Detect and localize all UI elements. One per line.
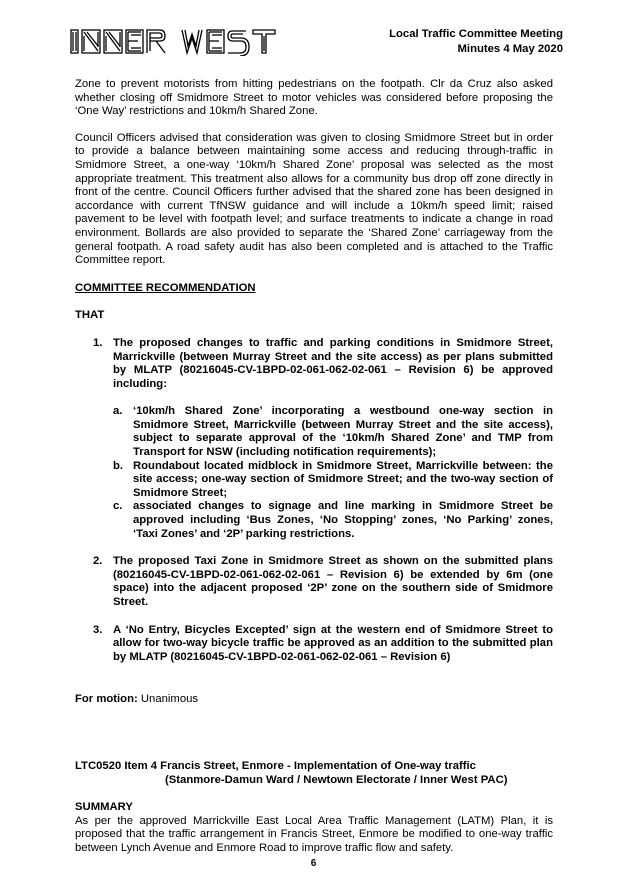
- recommendation-list: [75, 337, 553, 664]
- page-number: 6: [310, 858, 317, 869]
- recommendation-text: A ‘No Entry, Bicycles Excepted’ sign at the western end of Smidmore Street to allow for two-way bicycle traffic be approved as an addition to the submitted plan by MLATP (80216045-CV-1BPD-02-061-062-02-061 – Revision 6): [113, 623, 553, 663]
- subitem-letter: c.: [113, 500, 123, 513]
- agenda-item-title-line1: LTC0520 Item 4 Francis Street, Enmore - Implementation of One-way traffic: [75, 759, 476, 772]
- meeting-title: Local Traffic Committee Meeting: [389, 28, 563, 40]
- recommendation-number: 1.: [93, 336, 103, 349]
- summary-heading: SUMMARY: [75, 801, 133, 814]
- subitem-letter: a.: [113, 405, 123, 418]
- recommendation-subitem: [113, 500, 553, 541]
- paragraph: Council Officers advised that consideration was given to closing Smidmore Street but in order to provide a balance between maintaining some access and reducing through-traffic in Smidmore Street, a one-way ‘10km/h Shared Zone’ proposal was selected as the most appropriate treatment. This treatment also allows for a community bus drop off zone directly in front of the centre. Council Officers further advised that the shared zone has been designed in accordance with current TfNSW guidance and will include a 10km/h speed limit; raised pavement to be level with footpath level; and surface treatments to indicate a change in road environment. Bollards are also provided to separate the ‘Shared Zone’ carriageway from the general footpath. A road safety audit has also been completed and is attached to the Traffic Committee report.: [75, 131, 553, 267]
- committee-recommendation-heading: COMMITTEE RECOMMENDATION: [75, 281, 256, 294]
- recommendation-item: [75, 555, 553, 609]
- motion-value: Unanimous: [137, 693, 199, 706]
- motion-label: For motion:: [75, 693, 138, 706]
- recommendation-text: The proposed changes to traffic and parking conditions in Smidmore Street, Marrickville (between Murray Street and the site access) as per plans submitted by MLATP (80216045-CV-1BPD-02-061-062-02-061 – Revision 6) be approved including:: [113, 336, 553, 390]
- recommendation-number: 3.: [93, 623, 103, 636]
- recommendation-subitem: [113, 460, 553, 501]
- recommendation-number: 2.: [93, 555, 103, 568]
- recommendation-item: [75, 337, 553, 541]
- recommendation-subitem: [113, 405, 553, 459]
- inner-west-logo: [70, 26, 278, 56]
- subitem-text: ‘10km/h Shared Zone’ incorporating a westbound one-way section in Smidmore Street, Marrickville (between Murray Street and the site access), subject to separate approval of the ‘10km/h Shared Zone’ and TMP from Transport for NSW (including notification requirements);: [133, 405, 553, 459]
- subitem-letter: b.: [113, 459, 124, 472]
- agenda-item-title-line2: (Stanmore-Damun Ward / Newtown Electorate / Inner West PAC): [165, 773, 508, 786]
- paragraph: Zone to prevent motorists from hitting pedestrians on the footpath. Clr da Cruz also asked whether closing off Smidmore Street to motor vehicles was considered before proposing the ‘One Way’ restrictions and 10km/h Shared Zone.: [75, 78, 553, 118]
- agenda-item-title: [75, 760, 553, 787]
- recommendation-sublist: [113, 405, 553, 541]
- inner-west-logo-graphic: [70, 26, 278, 56]
- subitem-text: Roundabout located midblock in Smidmore Street, Marrickville between: the site access; one-way section of Smidmore Street; and the two-way section of Smidmore Street;: [133, 459, 553, 499]
- document-body: [75, 78, 553, 856]
- recommendation-text: The proposed Taxi Zone in Smidmore Street as shown on the submitted plans (80216045-CV-1BPD-02-061-062-02-061 – Revision 6) be extended by 6m (one space) into the adjacent proposed ‘2P’ zone on the southern side of Smidmore Street.: [113, 555, 553, 608]
- summary-text: As per the approved Marrickville East Local Area Traffic Management (LATM) Plan, it is proposed that the traffic arrangement in Francis Street, Enmore be modified to one-way traffic between Lynch Avenue and Enmore Road to improve traffic flow and safety.: [75, 814, 553, 854]
- motion-line: [75, 693, 553, 707]
- subitem-text: associated changes to signage and line marking in Smidmore Street be approved including ‘Bus Zones, ‘No Stopping’ zones, ‘No Parking’ zones, ‘Taxi Zones’ and ‘2P’ parking restrictions.: [133, 500, 553, 540]
- that-heading: THAT: [75, 309, 105, 322]
- minutes-date: Minutes 4 May 2020: [457, 42, 563, 55]
- recommendation-item: [75, 624, 553, 665]
- page-header: [389, 27, 563, 56]
